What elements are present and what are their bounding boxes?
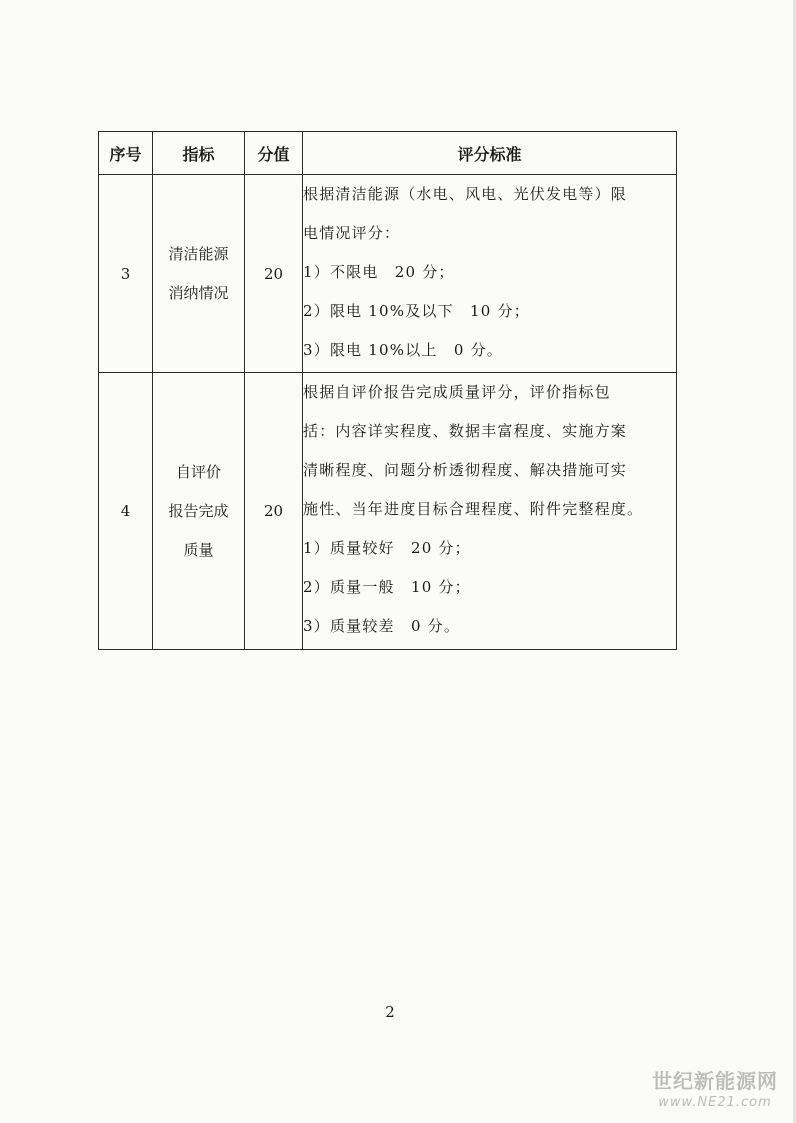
criteria-line: 2）质量一般 10 分；: [303, 578, 471, 596]
row-score: 20: [245, 175, 303, 373]
row-number: 4: [99, 373, 153, 650]
criteria-line: 根据清洁能源（水电、风电、光伏发电等）限: [303, 185, 628, 203]
criteria-line: 1）不限电 20 分；: [303, 263, 455, 281]
header-score: 分值: [245, 132, 303, 175]
row-criteria: [303, 175, 677, 373]
criteria-line: 根据自评价报告完成质量评分，评价指标包: [303, 383, 611, 401]
watermark-url: www.NE21.com: [658, 1095, 772, 1110]
indicator-line: 质量: [183, 540, 214, 559]
table-header-row: [99, 132, 677, 175]
criteria-line: 括：内容详实程度、数据丰富程度、实施方案: [303, 422, 628, 440]
watermark: [640, 1068, 790, 1112]
indicator-line: 消纳情况: [168, 283, 229, 302]
criteria-line: 2）限电 10%及以下 10 分；: [303, 302, 530, 320]
header-number: 序号: [99, 132, 153, 175]
row-criteria: [303, 373, 677, 650]
row-indicator: [153, 373, 245, 650]
criteria-line: 电情况评分：: [303, 224, 401, 242]
table-row: [99, 373, 677, 650]
indicator-line: 清洁能源: [168, 244, 229, 263]
criteria-line: 清晰程度、问题分析透彻程度、解决措施可实: [303, 461, 628, 479]
scoring-table: [98, 131, 677, 650]
criteria-line: 3）质量较差 0 分。: [303, 617, 461, 635]
row-indicator: [153, 175, 245, 373]
indicator-line: 自评价: [175, 462, 221, 481]
header-indicator: 指标: [153, 132, 245, 175]
row-score: 20: [245, 373, 303, 650]
page-number: 2: [385, 1003, 395, 1021]
criteria-line: 施性、当年进度目标合理程度、附件完整程度。: [303, 500, 644, 518]
watermark-title: 世纪新能源网: [652, 1069, 778, 1093]
indicator-line: 报告完成: [168, 501, 229, 520]
table-row: [99, 175, 677, 373]
criteria-line: 1）质量较好 20 分；: [303, 539, 471, 557]
criteria-line: 3）限电 10%以上 0 分。: [303, 341, 503, 359]
header-criteria: 评分标准: [303, 132, 677, 175]
row-number: 3: [99, 175, 153, 373]
